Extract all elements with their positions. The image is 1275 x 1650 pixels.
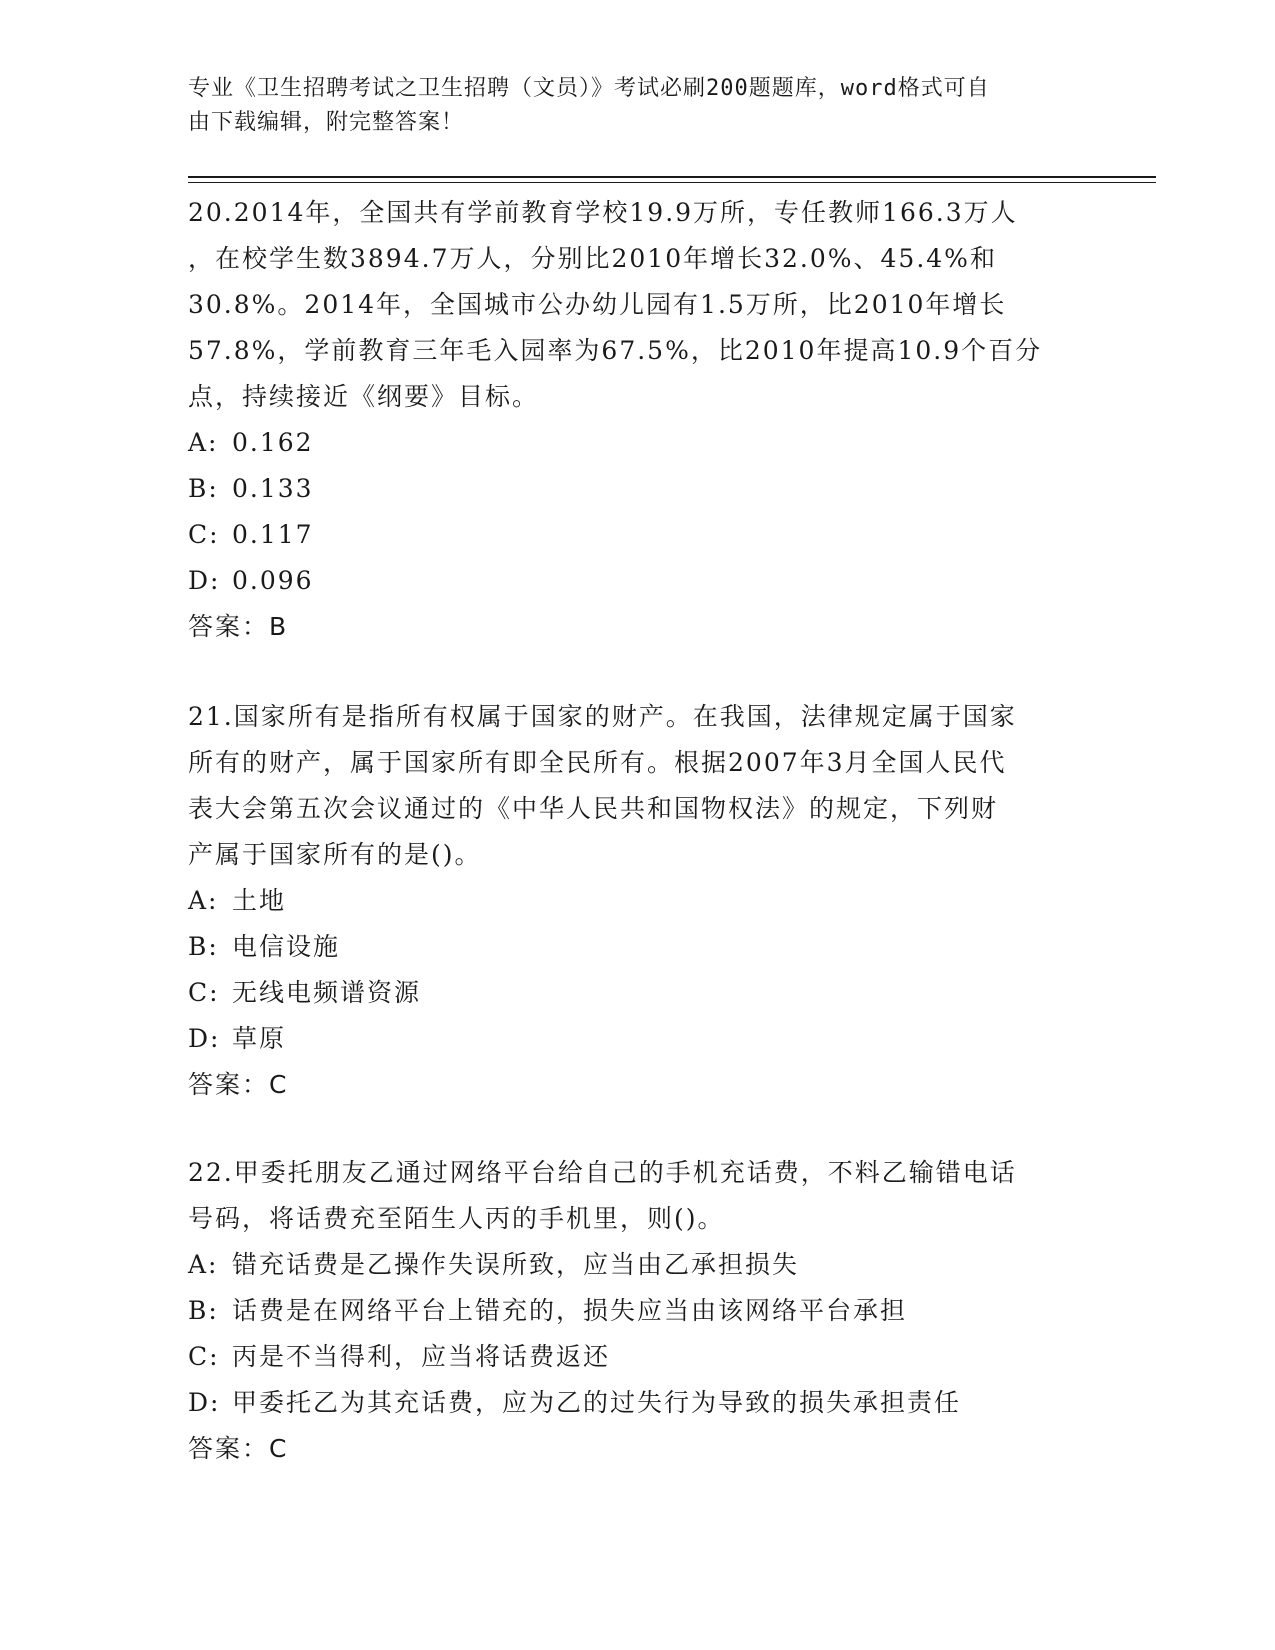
question-stem-line: 20.2014年，全国共有学前教育学校19.9万所，专任教师166.3万人 <box>188 198 1018 227</box>
question-stem-line: 21.国家所有是指所有权属于国家的财产。在我国，法律规定属于国家 <box>188 702 1017 731</box>
option-letter: B: <box>188 474 219 503</box>
option-d <box>188 558 1088 604</box>
option-letter: C: <box>188 520 220 549</box>
option-letter: A: <box>188 886 219 915</box>
option-c <box>188 1334 1088 1380</box>
option-c <box>188 512 1088 558</box>
question-stem-line: ，在校学生数3894.7万人，分别比2010年增长32.0%、45.4%和 <box>188 244 997 273</box>
question-stem-line: 产属于国家所有的是()。 <box>188 840 482 869</box>
option-d <box>188 1380 1088 1426</box>
option-text: 0.117 <box>232 520 314 549</box>
option-a <box>188 1242 1088 1288</box>
option-text: 丙是不当得利，应当将话费返还 <box>232 1342 611 1371</box>
option-letter: A: <box>188 1250 219 1279</box>
option-text: 0.096 <box>232 566 314 595</box>
answer-line: 答案：C <box>188 1434 289 1463</box>
answer-line: 答案：C <box>188 1070 289 1099</box>
question-stem-line: 22.甲委托朋友乙通过网络平台给自己的手机充话费，不料乙输错电话 <box>188 1158 1017 1187</box>
header-line-1: 专业《卫生招聘考试之卫生招聘（文员）》考试必刷200题题库，word格式可自 <box>188 76 990 101</box>
option-text: 0.133 <box>232 474 314 503</box>
document-header <box>188 72 1068 140</box>
option-text: 甲委托乙为其充话费，应为乙的过失行为导致的损失承担责任 <box>232 1388 962 1417</box>
question-stem-line: 30.8%。2014年，全国城市公办幼儿园有1.5万所，比2010年增长 <box>188 290 1007 319</box>
option-b <box>188 466 1088 512</box>
option-text: 土地 <box>232 886 287 915</box>
answer-line: 答案：B <box>188 612 289 641</box>
option-letter: D: <box>188 566 221 595</box>
option-d <box>188 1016 1088 1062</box>
header-line-2: 由下载编辑，附完整答案！ <box>188 110 465 135</box>
question-21 <box>188 694 1088 1108</box>
question-20 <box>188 190 1088 650</box>
option-text: 电信设施 <box>232 932 341 961</box>
option-text: 话费是在网络平台上错充的，损失应当由该网络平台承担 <box>232 1296 908 1325</box>
option-letter: B: <box>188 1296 219 1325</box>
option-a <box>188 878 1088 924</box>
option-letter: D: <box>188 1388 221 1417</box>
option-c <box>188 970 1088 1016</box>
question-22 <box>188 1150 1088 1472</box>
option-b <box>188 924 1088 970</box>
option-letter: C: <box>188 1342 220 1371</box>
option-text: 无线电频谱资源 <box>232 978 422 1007</box>
option-text: 0.162 <box>232 428 314 457</box>
option-b <box>188 1288 1088 1334</box>
question-stem-line: 表大会第五次会议通过的《中华人民共和国物权法》的规定，下列财 <box>188 794 999 823</box>
question-stem-line: 所有的财产，属于国家所有即全民所有。根据2007年3月全国人民代 <box>188 748 1007 777</box>
option-letter: B: <box>188 932 219 961</box>
question-stem-line: 号码，将话费充至陌生人丙的手机里，则()。 <box>188 1204 725 1233</box>
option-text: 错充话费是乙操作失误所致，应当由乙承担损失 <box>232 1250 800 1279</box>
option-a <box>188 420 1088 466</box>
option-letter: C: <box>188 978 220 1007</box>
option-letter: D: <box>188 1024 221 1053</box>
header-divider-thin <box>188 182 1156 183</box>
option-text: 草原 <box>232 1024 287 1053</box>
option-letter: A: <box>188 428 219 457</box>
question-stem-line: 点，持续接近《纲要》目标。 <box>188 382 540 411</box>
header-divider <box>188 176 1156 178</box>
question-stem-line: 57.8%，学前教育三年毛入园率为67.5%，比2010年提高10.9个百分 <box>188 336 1043 365</box>
